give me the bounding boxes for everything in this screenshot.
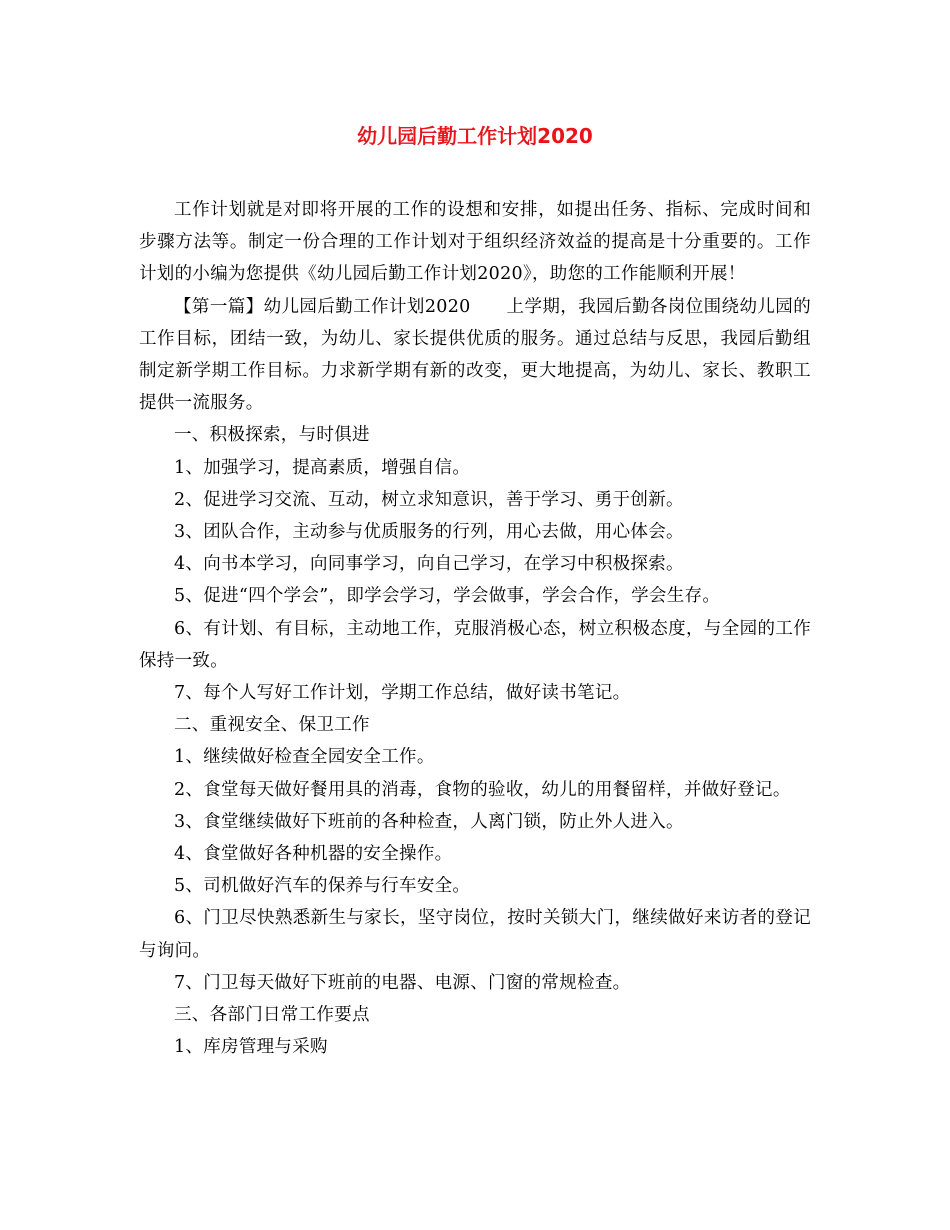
list-item: 1、继续做好检查全园安全工作。	[174, 747, 435, 768]
list-item: 1、库房管理与采购	[174, 1037, 328, 1058]
list-item: 6、有计划、有目标，主动地工作，克服消极心态，树立积极态度，与全园的工作保持一致。	[139, 618, 811, 671]
document-title: 幼儿园后勤工作计划2020	[357, 124, 593, 148]
list-item: 5、司机做好汽车的保养与行车安全。	[174, 876, 471, 897]
intro-paragraph: 工作计划就是对即将开展的工作的设想和安排，如提出任务、指标、完成时间和步骤方法等。制定一份合理的工作计划对于组织经济效益的提高是十分重要的。工作计划的小编为您提供《幼儿园后勤工作计划2020》，助您的工作能顺利开展！	[139, 200, 811, 285]
list-item: 2、促进学习交流、互动，树立求知意识，善于学习、勇于创新。	[174, 489, 684, 510]
list-item: 4、向书本学习，向同事学习，向自己学习，在学习中积极探索。	[174, 554, 684, 575]
document-body	[139, 194, 811, 1063]
list-item: 2、食堂每天做好餐用具的消毒，食物的验收，幼儿的用餐留样，并做好登记。	[174, 779, 791, 800]
list-item: 1、加强学习，提高素质，增强自信。	[174, 457, 471, 478]
list-item: 7、每个人写好工作计划，学期工作总结，做好读书笔记。	[174, 683, 631, 704]
section-heading-2: 二、重视安全、保卫工作	[174, 715, 370, 736]
first-article-paragraph: 【第一篇】幼儿园后勤工作计划2020 上学期，我园后勤各岗位围绕幼儿园的工作目标，团结一致，为幼儿、家长提供优质的服务。通过总结与反思，我园后勤组制定新学期工作目标。力求新学期有新的改变，更大地提高，为幼儿、家长、教职工提供一流服务。	[139, 296, 811, 414]
list-item: 6、门卫尽快熟悉新生与家长，坚守岗位，按时关锁大门，继续做好来访者的登记与询问。	[139, 908, 811, 961]
section-heading-1: 一、积极探索，与时俱进	[174, 425, 370, 446]
list-item: 7、门卫每天做好下班前的电器、电源、门窗的常规检查。	[174, 972, 631, 993]
list-item: 5、促进“四个学会”，即学会学习，学会做事，学会合作，学会生存。	[174, 586, 721, 607]
section-heading-3: 三、各部门日常工作要点	[174, 1005, 370, 1026]
list-item: 3、食堂继续做好下班前的各种检查，人离门锁，防止外人进入。	[174, 811, 684, 832]
list-item: 4、食堂做好各种机器的安全操作。	[174, 844, 453, 865]
list-item: 3、团队合作，主动参与优质服务的行列，用心去做，用心体会。	[174, 522, 684, 543]
